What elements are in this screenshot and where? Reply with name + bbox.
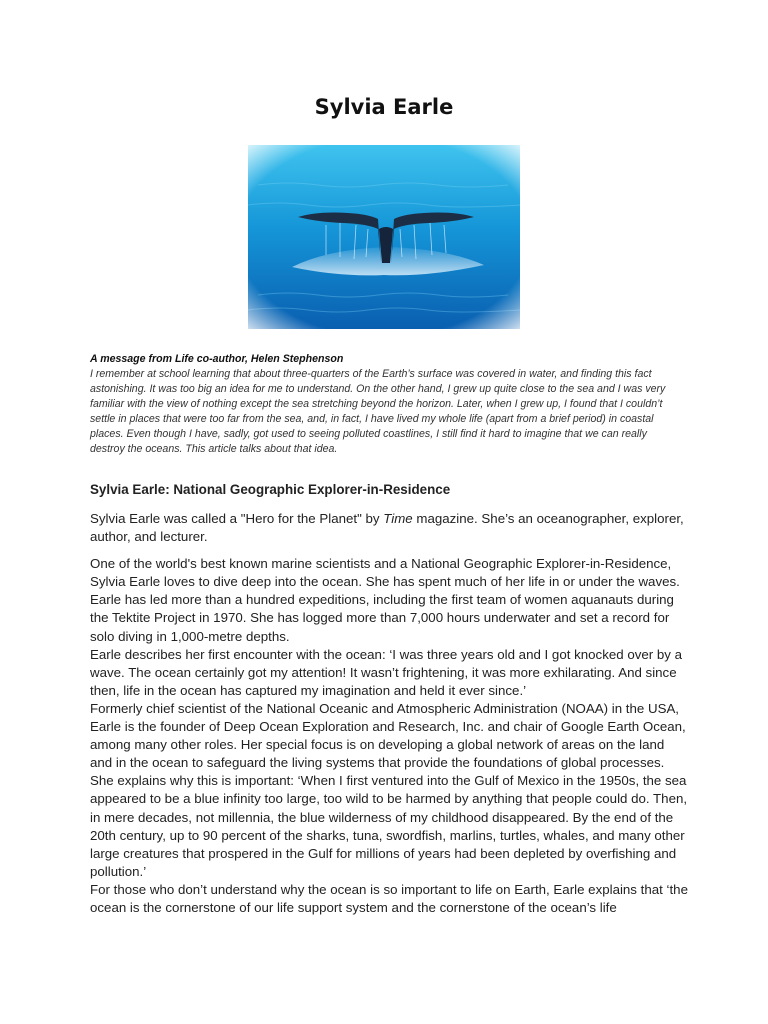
paragraph-career: One of the world's best known marine scientists and a National Geographic Explorer-in-Residence, Sylvia Earle loves to dive deep into the ocean. She has spent much of her life in or under the waves. Earle has led more than a hundred expeditions, including the first team of women aquanauts during the Tektite Project in 1970. She has logged more than 7,000 hours underwater and set a record for solo diving in 1,000-metre depths. [90,556,680,644]
message-body: I remember at school learning that about three-quarters of the Earth’s surface was covered in water, and finding this fact astonishing. It was too big an idea for me to understand. On the other hand, I grew up quite close to the sea and I was very familiar with the view of nothing except the sea stretching beyond the horizon. Later, when I grew up, I found that I couldn’t settle in places that were too far from the sea, and, in fact, I have lived my whole life (apart from a brief period) in coastal places. Even though I have, sadly, got used to seeing polluted coastlines, I still find it hard to imagine that we can really destroy the oceans. This article talks about that idea. [90,368,666,455]
intro-paragraph [90,510,690,546]
message-heading: A message from Life co-author, Helen Stephenson [90,353,344,365]
section-heading: Sylvia Earle: National Geographic Explorer-in-Residence [90,482,451,497]
whale-tail-image [248,145,520,329]
intro-text-after: magazine. She’s an oceanographer, explorer, author, and lecturer. [90,511,684,545]
paragraph-importance: For those who don’t understand why the ocean is so important to life on Earth, Earle explains that ‘the ocean is the cornerstone of our life support system and the cornerstone of the ocean’s life [90,881,688,915]
paragraph-first-encounter: Earle describes her first encounter with the ocean: ‘I was three years old and I got knocked over by a wave. The ocean certainly got my attention! It wasn’t frightening, it was more exhilarating. And since then, life in the ocean has captured my imagination and held it ever since.’ [90,646,683,698]
article-body [90,510,690,917]
paragraph-noaa: Formerly chief scientist of the National Oceanic and Atmospheric Administration (NOAA) in the USA, Earle is the founder of Deep Ocean Exploration and Research, Inc. and chair of Google Earth Ocean, among many other roles. Her special focus is on developing a global network of areas on the land and in the ocean to safeguard the living systems that provide the foundations of global processes. She explains why this is important: ‘When I first ventured into the Gulf of Mexico in the 1950s, the sea appeared to be a blue infinity too large, too wild to be harmed by anything that people could do. Then, in mere decades, not millennia, the blue wilderness of my childhood disappeared. By the end of the 20th century, up to 90 percent of the sharks, tuna, swordfish, marlins, turtles, whales, and many other large creatures that prospered in the Gulf for millions of years had been depleted by overfishing and pollution.’ [90,700,688,879]
author-message [90,352,680,457]
whale-tail-photo [248,145,520,329]
intro-text-before: Sylvia Earle was called a "Hero for the Planet" by [90,511,384,526]
magazine-name: Time [383,511,413,526]
page-title: Sylvia Earle [314,95,454,119]
